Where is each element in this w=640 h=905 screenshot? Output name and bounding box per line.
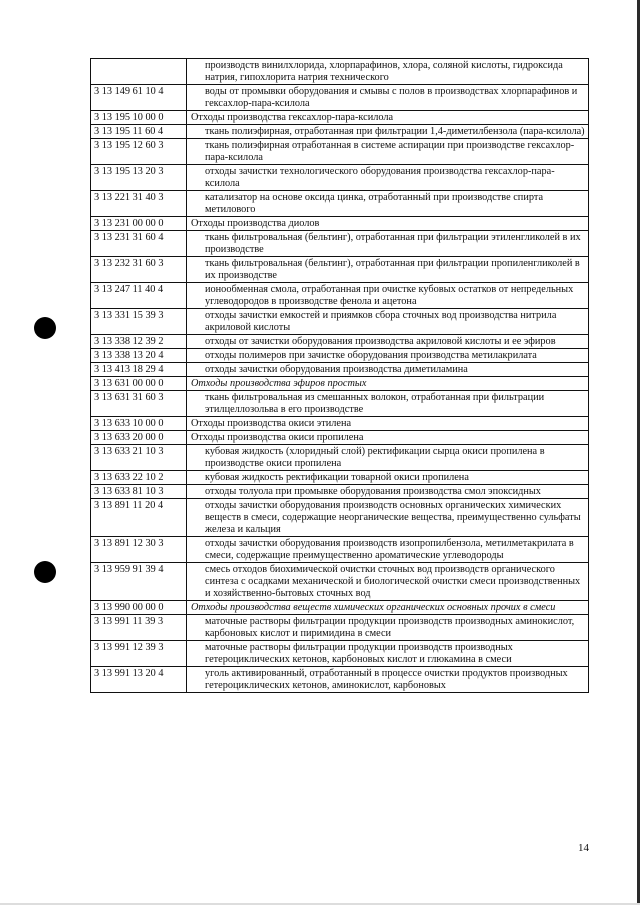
waste-description-cell: уголь активированный, отработанный в процессе очистки продуктов производных гетероциклических кетонов, аминокислот, карбоновых [187, 667, 589, 693]
table-row [91, 601, 589, 615]
waste-code-cell: 3 13 631 00 00 0 [91, 377, 187, 391]
table-row [91, 417, 589, 431]
punch-hole-lower [34, 561, 56, 583]
waste-code-cell: 3 13 338 13 20 4 [91, 349, 187, 363]
table-row [91, 563, 589, 601]
table-row [91, 283, 589, 309]
table-row [91, 309, 589, 335]
waste-code-cell: 3 13 633 81 10 3 [91, 485, 187, 499]
table-row [91, 667, 589, 693]
table-row [91, 363, 589, 377]
waste-code-cell: 3 13 221 31 40 3 [91, 191, 187, 217]
waste-code-cell: 3 13 633 21 10 3 [91, 445, 187, 471]
table-row [91, 377, 589, 391]
table-row [91, 391, 589, 417]
table-row [91, 471, 589, 485]
waste-code-cell: 3 13 195 10 00 0 [91, 111, 187, 125]
waste-group-cell: Отходы производства окиси этилена [187, 417, 589, 431]
table-row [91, 537, 589, 563]
waste-group-cell: Отходы производства гексахлор-пара-ксилола [187, 111, 589, 125]
waste-code-cell: 3 13 633 20 00 0 [91, 431, 187, 445]
waste-code-cell: 3 13 959 91 39 4 [91, 563, 187, 601]
waste-description-cell: ткань фильтровальная из смешанных волокон, отработанная при фильтрации этилцеллозольва в его производстве [187, 391, 589, 417]
table-row [91, 349, 589, 363]
waste-description-cell: кубовая жидкость ректификации товарной окиси пропилена [187, 471, 589, 485]
waste-code-cell: 3 13 331 15 39 3 [91, 309, 187, 335]
table-row [91, 111, 589, 125]
table-row [91, 125, 589, 139]
waste-group-cell: Отходы производства диолов [187, 217, 589, 231]
waste-code-cell: 3 13 633 10 00 0 [91, 417, 187, 431]
waste-code-cell: 3 13 891 11 20 4 [91, 499, 187, 537]
waste-description-cell: отходы полимеров при зачистке оборудования производства метилакрилата [187, 349, 589, 363]
waste-description-cell: отходы зачистки оборудования производства диметиламина [187, 363, 589, 377]
punch-hole-upper [34, 317, 56, 339]
table-row [91, 615, 589, 641]
waste-code-cell: 3 13 232 31 60 3 [91, 257, 187, 283]
waste-group-cell: Отходы производства эфиров простых [187, 377, 589, 391]
waste-code-cell: 3 13 149 61 10 4 [91, 85, 187, 111]
table-row [91, 445, 589, 471]
waste-code-cell: 3 13 195 13 20 3 [91, 165, 187, 191]
waste-description-cell: отходы зачистки емкостей и приямков сбора сточных вод производства нитрила акриловой кислоты [187, 309, 589, 335]
table-row [91, 641, 589, 667]
waste-code-cell: 3 13 338 12 39 2 [91, 335, 187, 349]
waste-group-cell: Отходы производства веществ химических органических основных прочих в смеси [187, 601, 589, 615]
waste-code-cell: 3 13 413 18 29 4 [91, 363, 187, 377]
waste-description-cell: ионообменная смола, отработанная при очистке кубовых остатков от непредельных углеводородов в производстве фенола и ацетона [187, 283, 589, 309]
waste-code-cell: 3 13 633 22 10 2 [91, 471, 187, 485]
table-row [91, 217, 589, 231]
table-row [91, 165, 589, 191]
waste-code-cell: 3 13 991 11 39 3 [91, 615, 187, 641]
waste-code-cell: 3 13 231 00 00 0 [91, 217, 187, 231]
waste-description-cell: ткань фильтровальная (бельтинг), отработанная при фильтрации этиленгликолей в их производстве [187, 231, 589, 257]
waste-description-cell: воды от промывки оборудования и смывы с полов в производствах хлорпарафинов и гексахлор-пара-ксилола [187, 85, 589, 111]
waste-description-cell: кубовая жидкость (хлоридный слой) ректификации сырца окиси пропилена в производстве окиси пропилена [187, 445, 589, 471]
waste-description-cell: отходы зачистки технологического оборудования производства гексахлор-пара-ксилола [187, 165, 589, 191]
waste-description-cell: маточные растворы фильтрации продукции производств производных аминокислот, карбоновых кислот и пиримидина в смеси [187, 615, 589, 641]
waste-code-cell: 3 13 195 12 60 3 [91, 139, 187, 165]
waste-code-cell: 3 13 990 00 00 0 [91, 601, 187, 615]
waste-description-cell: отходы толуола при промывке оборудования производства смол эпоксидных [187, 485, 589, 499]
table-row [91, 335, 589, 349]
table-row [91, 191, 589, 217]
waste-code-cell: 3 13 247 11 40 4 [91, 283, 187, 309]
waste-code-cell: 3 13 631 31 60 3 [91, 391, 187, 417]
waste-description-cell: отходы зачистки оборудования производств основных органических химических веществ в смеси, содержащие неорганические вещества, преимущественно сульфаты железа и кальция [187, 499, 589, 537]
waste-classifier-table [90, 58, 589, 693]
table-row [91, 59, 589, 85]
waste-description-cell: производств винилхлорида, хлорпарафинов, хлора, соляной кислоты, гидроксида натрия, гипохлорита натрия технического [187, 59, 589, 85]
table-row [91, 499, 589, 537]
table-row [91, 231, 589, 257]
waste-description-cell: ткань полиэфирная, отработанная при фильтрации 1,4-диметилбензола (пара-ксилола) [187, 125, 589, 139]
waste-group-cell: Отходы производства окиси пропилена [187, 431, 589, 445]
waste-description-cell: катализатор на основе оксида цинка, отработанный при производстве спирта метилового [187, 191, 589, 217]
table-row [91, 85, 589, 111]
table-row [91, 257, 589, 283]
page-number: 14 [578, 842, 589, 854]
waste-description-cell: отходы от зачистки оборудования производства акриловой кислоты и ее эфиров [187, 335, 589, 349]
table-row [91, 485, 589, 499]
waste-code-cell: 3 13 231 31 60 4 [91, 231, 187, 257]
waste-code-cell: 3 13 891 12 30 3 [91, 537, 187, 563]
table-body [91, 59, 589, 693]
waste-code-cell [91, 59, 187, 85]
table-row [91, 431, 589, 445]
waste-description-cell: ткань полиэфирная отработанная в системе аспирации при производстве гексахлор-пара-ксилола [187, 139, 589, 165]
waste-code-cell: 3 13 991 12 39 3 [91, 641, 187, 667]
waste-description-cell: смесь отходов биохимической очистки сточных вод производств органического синтеза с осадками механической и биологической очистки смеси производственных и хозяйственно-бытовых сточных вод [187, 563, 589, 601]
waste-description-cell: ткань фильтровальная (бельтинг), отработанная при фильтрации пропиленгликолей в их производстве [187, 257, 589, 283]
table-row [91, 139, 589, 165]
waste-code-cell: 3 13 195 11 60 4 [91, 125, 187, 139]
waste-code-cell: 3 13 991 13 20 4 [91, 667, 187, 693]
waste-description-cell: отходы зачистки оборудования производств изопропилбензола, метилметакрилата в смеси, содержащие преимущественно ароматические углеводороды [187, 537, 589, 563]
waste-description-cell: маточные растворы фильтрации продукции производств производных гетероциклических кетонов, карбоновых кислот и глюкамина в смеси [187, 641, 589, 667]
